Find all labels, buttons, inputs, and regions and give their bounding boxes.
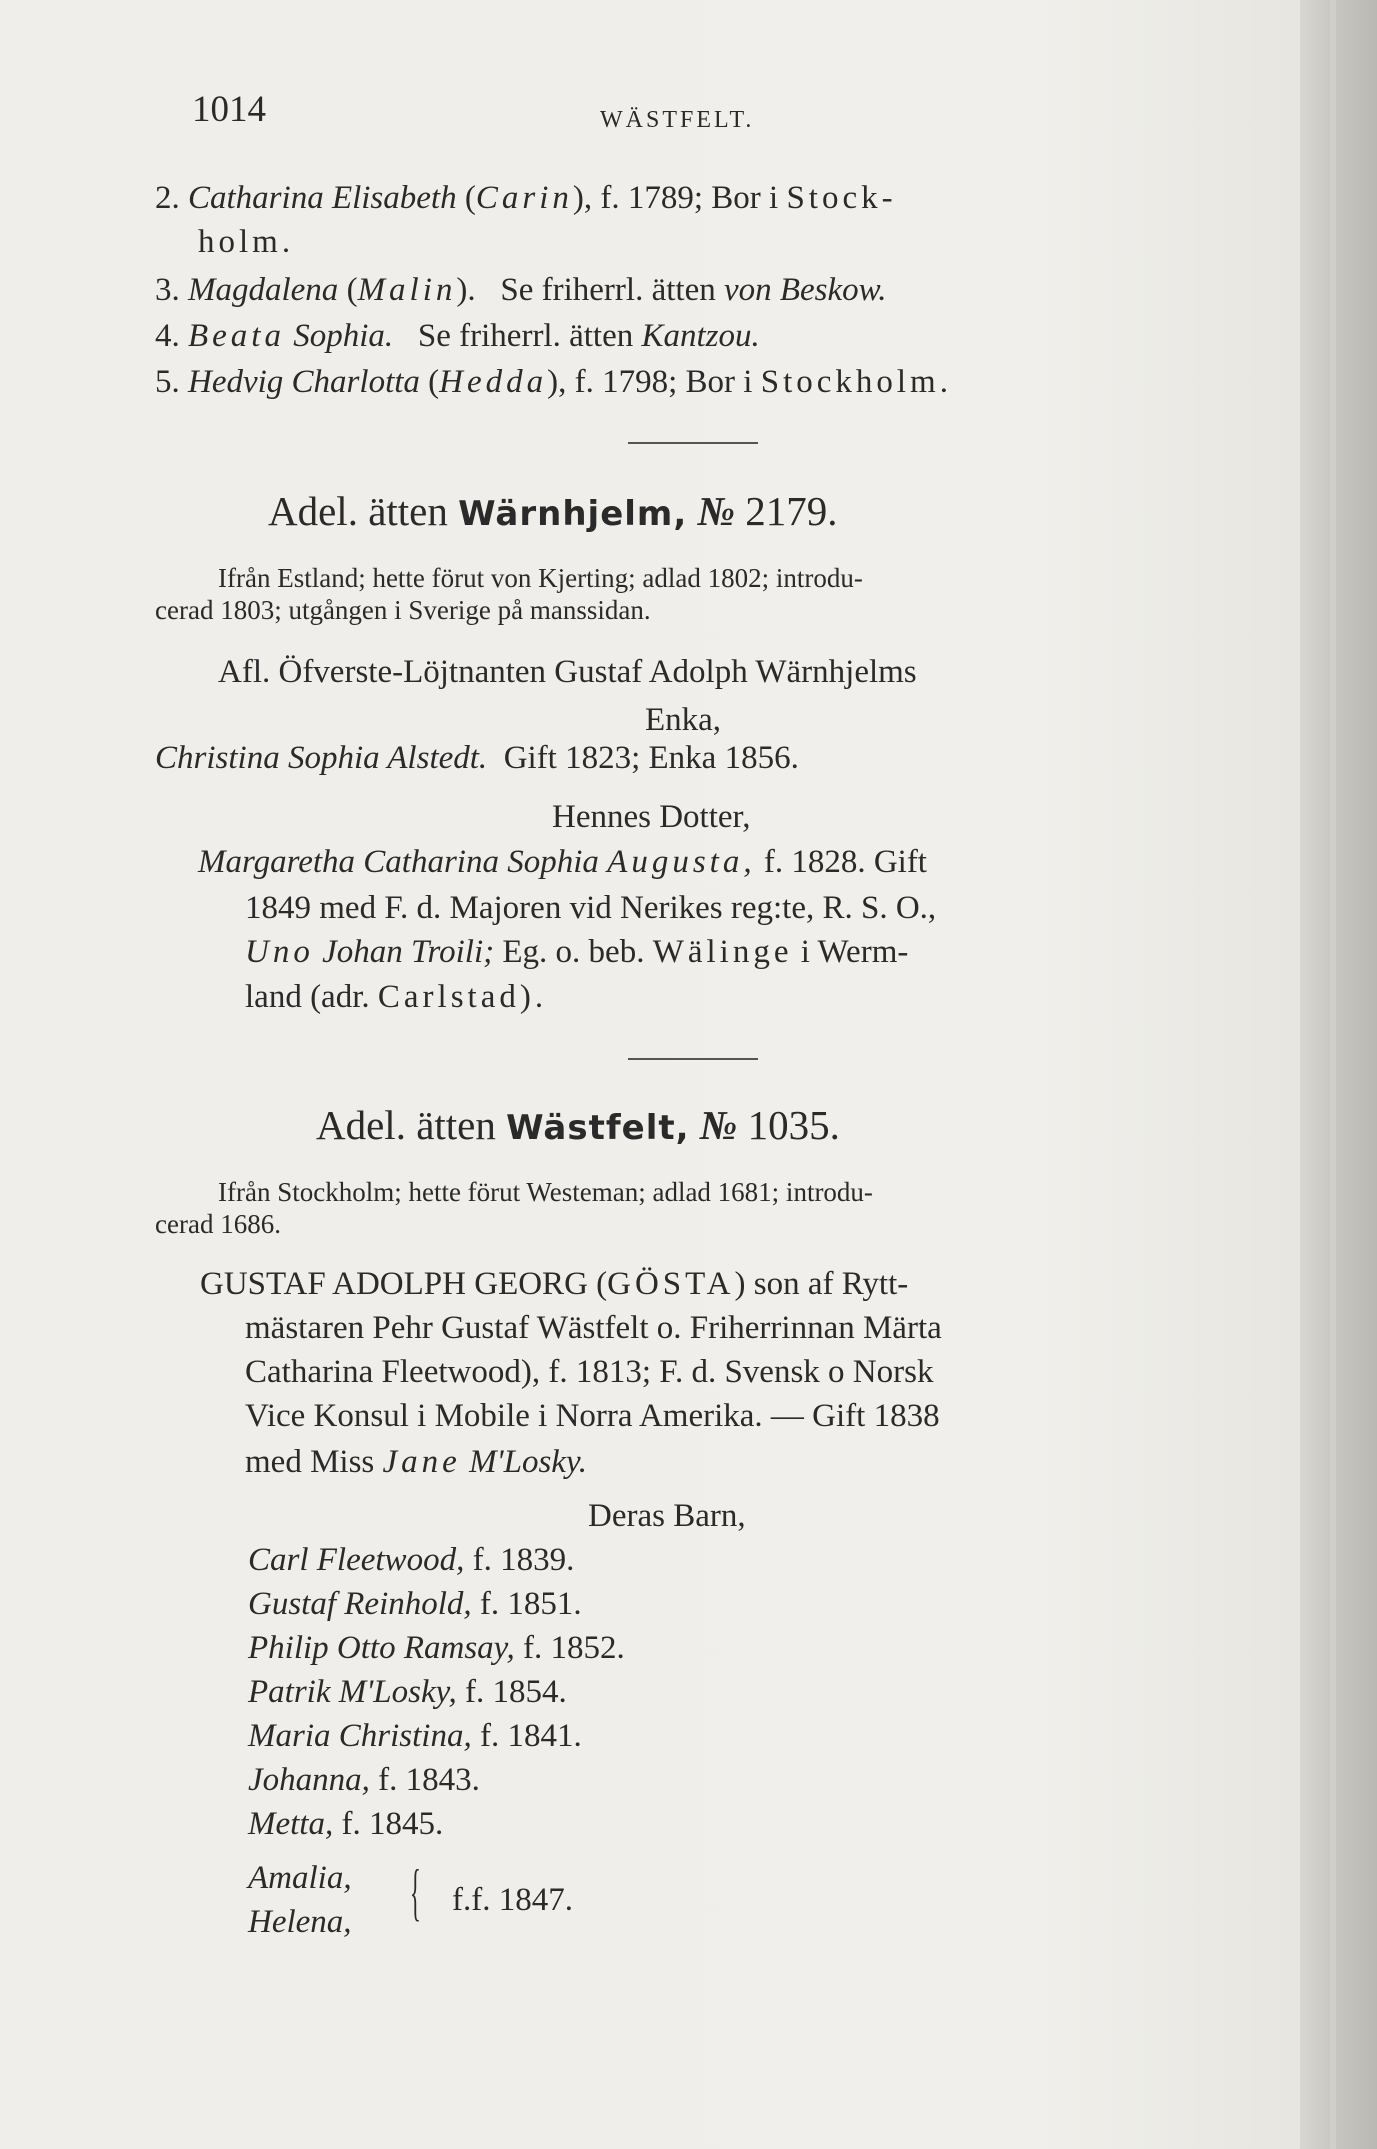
child-entry: Gustaf Reinhold, f. 1851. xyxy=(248,1586,582,1622)
subheading: Deras Barn, xyxy=(588,1498,746,1534)
child-entry: Carl Fleetwood, f. 1839. xyxy=(248,1542,575,1578)
book-spine xyxy=(1300,0,1377,2149)
list-item: 3. Magdalena (Malin). Se friherrl. ätten von Beskow. xyxy=(155,272,887,308)
list-item: 2. Catharina Elisabeth (Carin), f. 1789; Bor i Stock- xyxy=(155,180,897,216)
family-heading: Adel. ätten Wästfelt, № 1035. xyxy=(316,1102,840,1148)
subheading: Hennes Dotter, xyxy=(552,799,751,835)
text-line: med Miss Jane M'Losky. xyxy=(245,1444,588,1480)
child-entry: Maria Christina, f. 1841. xyxy=(248,1718,582,1754)
text-line: mästaren Pehr Gustaf Wästfelt o. Friherrinnan Märta xyxy=(245,1310,942,1346)
list-item: 5. Hedvig Charlotta (Hedda), f. 1798; Bor i Stockholm. xyxy=(155,364,952,400)
child-entry: Patrik M'Losky, f. 1854. xyxy=(248,1674,567,1710)
text-line: land (adr. Carlstad). xyxy=(245,979,548,1015)
twin-name: Amalia, xyxy=(248,1860,352,1896)
page-number: 1014 xyxy=(192,89,266,130)
page-edge xyxy=(1330,0,1336,2149)
family-description: Ifrån Estland; hette förut von Kjerting; adlad 1802; introdu- xyxy=(218,563,863,593)
text-line: Catharina Fleetwood), f. 1813; F. d. Svensk o Norsk xyxy=(245,1354,934,1390)
text-line: Margaretha Catharina Sophia Augusta, f. 1828. Gift xyxy=(198,844,927,880)
brace-symbol: { xyxy=(410,1856,421,1927)
twin-name: Helena, xyxy=(248,1904,352,1940)
text-line: Uno Johan Troili; Eg. o. beb. Wälinge i Werm- xyxy=(245,934,909,970)
child-entry: Metta, f. 1845. xyxy=(248,1806,444,1842)
text-line: Vice Konsul i Mobile i Norra Amerika. — Gift 1838 xyxy=(245,1398,940,1434)
child-entry: Johanna, f. 1843. xyxy=(248,1762,480,1798)
family-description: Ifrån Stockholm; hette förut Westeman; adlad 1681; introdu- xyxy=(218,1177,873,1207)
text-line: Afl. Öfverste-Löjtnanten Gustaf Adolph Wärnhjelms xyxy=(218,654,917,690)
list-item: 4. Beata Sophia. Se friherrl. ätten Kantzou. xyxy=(155,318,760,354)
family-description: cerad 1686. xyxy=(155,1209,281,1239)
text-line: Christina Sophia Alstedt. Gift 1823; Enka 1856. xyxy=(155,740,799,776)
list-item-continuation: holm. xyxy=(198,224,295,260)
running-title: WÄSTFELT. xyxy=(600,107,755,133)
text-line: Enka, xyxy=(645,702,722,738)
text-line: 1849 med F. d. Majoren vid Nerikes reg:te, R. S. O., xyxy=(245,890,937,926)
family-heading: Adel. ätten Wärnhjelm, № 2179. xyxy=(268,488,838,534)
text-line: GUSTAF ADOLPH GEORG (GÖSTA) son af Rytt- xyxy=(200,1266,909,1302)
family-description: cerad 1803; utgången i Sverige på manssidan. xyxy=(155,595,651,625)
section-divider xyxy=(628,1058,758,1060)
child-entry: Philip Otto Ramsay, f. 1852. xyxy=(248,1630,625,1666)
section-divider xyxy=(628,442,758,444)
twin-birth: f.f. 1847. xyxy=(452,1882,573,1918)
